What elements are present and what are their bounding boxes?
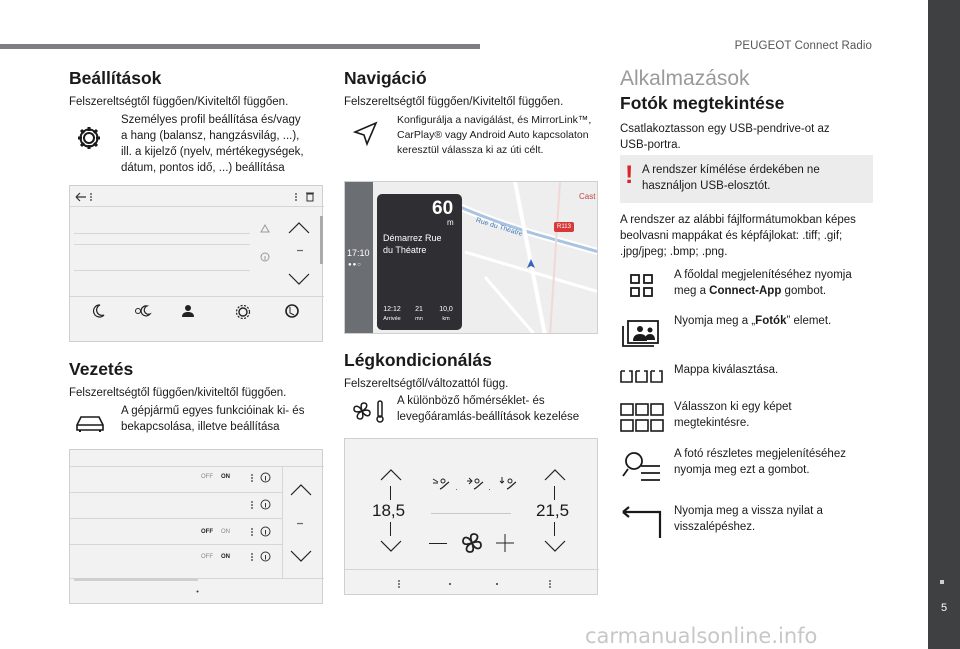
night-mode-icon[interactable] — [90, 303, 106, 319]
map-road-label: Rue du Théatre — [474, 217, 524, 238]
driving-screen — [69, 449, 323, 604]
more-icon[interactable] — [297, 522, 303, 525]
arrival-time: 12:12 — [383, 306, 401, 313]
warning-icon — [260, 224, 270, 233]
top-rule — [0, 44, 480, 49]
settings-intro: Felszereltségtől függően/Kiviteltől függően. — [69, 96, 289, 108]
climate-screen — [344, 438, 598, 595]
driving-desc-1: A gépjármű egyes funkcióinak ki- és — [121, 405, 305, 417]
step6-text-2: visszalépéshez. — [674, 521, 756, 533]
temp-left: 18,5 — [372, 501, 406, 520]
page-indicator-dot — [196, 590, 199, 593]
apps-grid-icon — [630, 274, 654, 298]
menu-dots-icon[interactable] — [250, 527, 254, 537]
connect-app-label: Connect-App — [709, 285, 782, 297]
info-icon — [260, 252, 270, 262]
settings-desc-3: ill. a kijelző (nyelv, mértékegységek, — [121, 146, 304, 158]
settings-desc-4: dátum, pontos idő, ...) beállítása — [121, 162, 285, 174]
signal-indicator: ●●○ — [348, 262, 362, 268]
navigation-desc-3: keresztül válassza ki az úti célt. — [397, 144, 544, 156]
map-place-label: Cast — [579, 192, 596, 201]
menu-dots-icon[interactable] — [250, 473, 254, 483]
street-name-1: Démarrez Rue — [383, 233, 442, 243]
step5-text-2: nyomja meg ezt a gombot. — [674, 464, 810, 476]
step3-text: Mappa kiválasztása. — [674, 364, 779, 376]
remaining-duration: 21 — [415, 306, 423, 313]
clock: 17:10 — [347, 248, 370, 258]
info-icon[interactable] — [260, 472, 271, 483]
step4-text-2: megtekintésre. — [674, 417, 750, 429]
day-night-icon[interactable] — [132, 303, 152, 319]
climate-desc-2: levegőáramlás-beállítások kezelése — [397, 411, 580, 423]
step6-text-1: Nyomja meg a vissza nyilat a — [674, 505, 823, 517]
temp-right-down-icon[interactable] — [544, 540, 566, 552]
settings-desc-1: Személyes profil beállítása és/vagy — [121, 114, 301, 126]
apps-intro-2: USB-portra. — [620, 139, 681, 151]
temp-left-up-icon[interactable] — [380, 469, 402, 481]
info-icon[interactable] — [260, 499, 271, 510]
step4-text-1: Válasszon ki egy képet — [674, 401, 792, 413]
navigation-desc-2: CarPlay® vagy Android Auto kapcsolaton — [397, 129, 589, 141]
navigation-intro: Felszereltségtől függően/Kiviteltől függően. — [344, 96, 564, 108]
separator-dot: · — [455, 485, 458, 494]
section-title-apps: Alkalmazások — [620, 67, 750, 90]
audio-settings-icon[interactable] — [283, 302, 301, 320]
section-title-settings: Beállítások — [69, 68, 162, 88]
navigation-screen — [344, 181, 598, 334]
formats-1: A rendszer az alábbi fájlformátumokban képes — [620, 214, 856, 226]
page-number: 5 — [940, 602, 948, 614]
duration-unit: mn — [415, 316, 423, 322]
warning-box — [620, 155, 873, 203]
formats-3: .jpg/jpeg; .bmp; .png. — [620, 246, 728, 258]
toggle-on-label[interactable]: ON — [221, 474, 230, 480]
settings-screen — [69, 185, 323, 342]
settings-gear-icon[interactable] — [232, 302, 252, 320]
toggle-on-label: ON — [221, 529, 230, 535]
temp-right-up-icon[interactable] — [544, 469, 566, 481]
menu-dots-icon[interactable] — [250, 500, 254, 510]
street-name-2: du Théatre — [383, 245, 427, 255]
progress-track — [74, 578, 198, 581]
page-dot — [940, 580, 944, 584]
car-icon — [74, 411, 106, 433]
warning-text-2: használjon USB-elosztót. — [642, 180, 771, 192]
more-icon[interactable] — [297, 249, 303, 252]
guidance-panel — [377, 194, 462, 330]
driving-desc-2: bekapcsolása, illetve beállítása — [121, 421, 280, 433]
fan-decrease-button[interactable] — [429, 543, 447, 544]
settings-desc-2: a hang (balansz, hangzásvilág, ...), — [121, 130, 300, 142]
driving-intro: Felszereltségtől függően/kiviteltől függően. — [69, 387, 287, 399]
magnifier-details-icon — [622, 449, 662, 489]
menu-dots-icon[interactable] — [293, 192, 299, 202]
warning-icon: ! — [625, 161, 634, 189]
profile-icon[interactable] — [178, 303, 194, 319]
back-icon[interactable] — [75, 192, 95, 202]
apps-intro-1: Csatlakoztasson egy USB-pendrive-ot az — [620, 123, 830, 135]
watermark: carmanualsonline.info — [585, 624, 818, 648]
menu-dots-icon[interactable] — [397, 579, 401, 589]
scroll-up-icon[interactable] — [290, 484, 312, 496]
step2-text: Nyomja meg a „Fotók” elemet. — [674, 315, 832, 327]
fan-increase-button[interactable] — [496, 534, 514, 552]
scrollbar[interactable] — [320, 216, 323, 264]
step1-text-1: A főoldal megjelenítéséhez nyomja — [674, 269, 852, 281]
section-title-climate: Légkondicionálás — [344, 350, 492, 370]
airflow-body-icon[interactable] — [465, 475, 485, 493]
temp-right: 21,5 — [536, 501, 570, 520]
climate-desc-1: A különböző hőmérséklet- és — [397, 395, 545, 407]
running-header: PEUGEOT Connect Radio — [734, 40, 872, 52]
toggle-off-label: OFF — [201, 554, 213, 560]
remaining-distance: 10,0 — [439, 306, 453, 313]
back-arrow-icon — [620, 506, 664, 540]
separator-dot: · — [488, 485, 491, 494]
remaining-distance-unit: km — [442, 316, 450, 322]
next-turn-unit: m — [447, 218, 454, 227]
gear-icon — [76, 125, 102, 151]
airflow-face-icon[interactable] — [431, 475, 451, 493]
image-grid-icon — [620, 403, 664, 433]
menu-dots-icon[interactable] — [250, 552, 254, 562]
airflow-feet-icon[interactable] — [498, 475, 518, 493]
warning-text-1: A rendszer kímélése érdekében ne — [642, 164, 820, 176]
photos-icon — [620, 318, 660, 348]
toggle-off-label[interactable]: OFF — [201, 529, 213, 535]
next-turn-distance: 60 — [432, 198, 454, 219]
folder-row-icon — [620, 368, 664, 384]
photos-label: Fotók — [755, 315, 787, 327]
step5-text-1: A fotó részletes megjelenítéséhez — [674, 448, 846, 460]
trash-icon[interactable] — [305, 191, 315, 202]
section-title-driving: Vezetés — [69, 359, 134, 379]
page-sidebar — [928, 0, 960, 649]
photos-subtitle: Fotók megtekintése — [620, 93, 785, 113]
page-dot-icon[interactable] — [495, 582, 499, 586]
section-title-navigation: Navigáció — [344, 68, 427, 88]
info-icon[interactable] — [260, 526, 271, 537]
scroll-down-icon[interactable] — [288, 273, 310, 285]
menu-dots-icon[interactable] — [548, 579, 552, 589]
scroll-down-icon[interactable] — [290, 550, 312, 562]
scroll-up-icon[interactable] — [288, 222, 310, 234]
arrival-label: Arrivée — [383, 316, 401, 322]
fan-speed-icon — [459, 530, 485, 556]
navigation-desc-1: Konfigurálja a navigálást, és MirrorLink™, — [397, 114, 592, 126]
climate-intro: Felszereltségtől/változattól függ. — [344, 378, 509, 390]
toggle-off-label: OFF — [201, 474, 213, 480]
page-dot-icon[interactable] — [448, 582, 452, 586]
toggle-on-label[interactable]: ON — [221, 554, 230, 560]
step1-text-2: meg a Connect-App gombot. — [674, 285, 827, 297]
info-icon[interactable] — [260, 551, 271, 562]
fan-thermometer-icon — [350, 398, 386, 424]
navigation-arrow-icon — [352, 121, 378, 147]
formats-2: beolvasni mappákat és képfájlokat: .tiff; .gif; — [620, 230, 843, 242]
temp-left-down-icon[interactable] — [380, 540, 402, 552]
road-badge: R113 — [554, 222, 574, 232]
